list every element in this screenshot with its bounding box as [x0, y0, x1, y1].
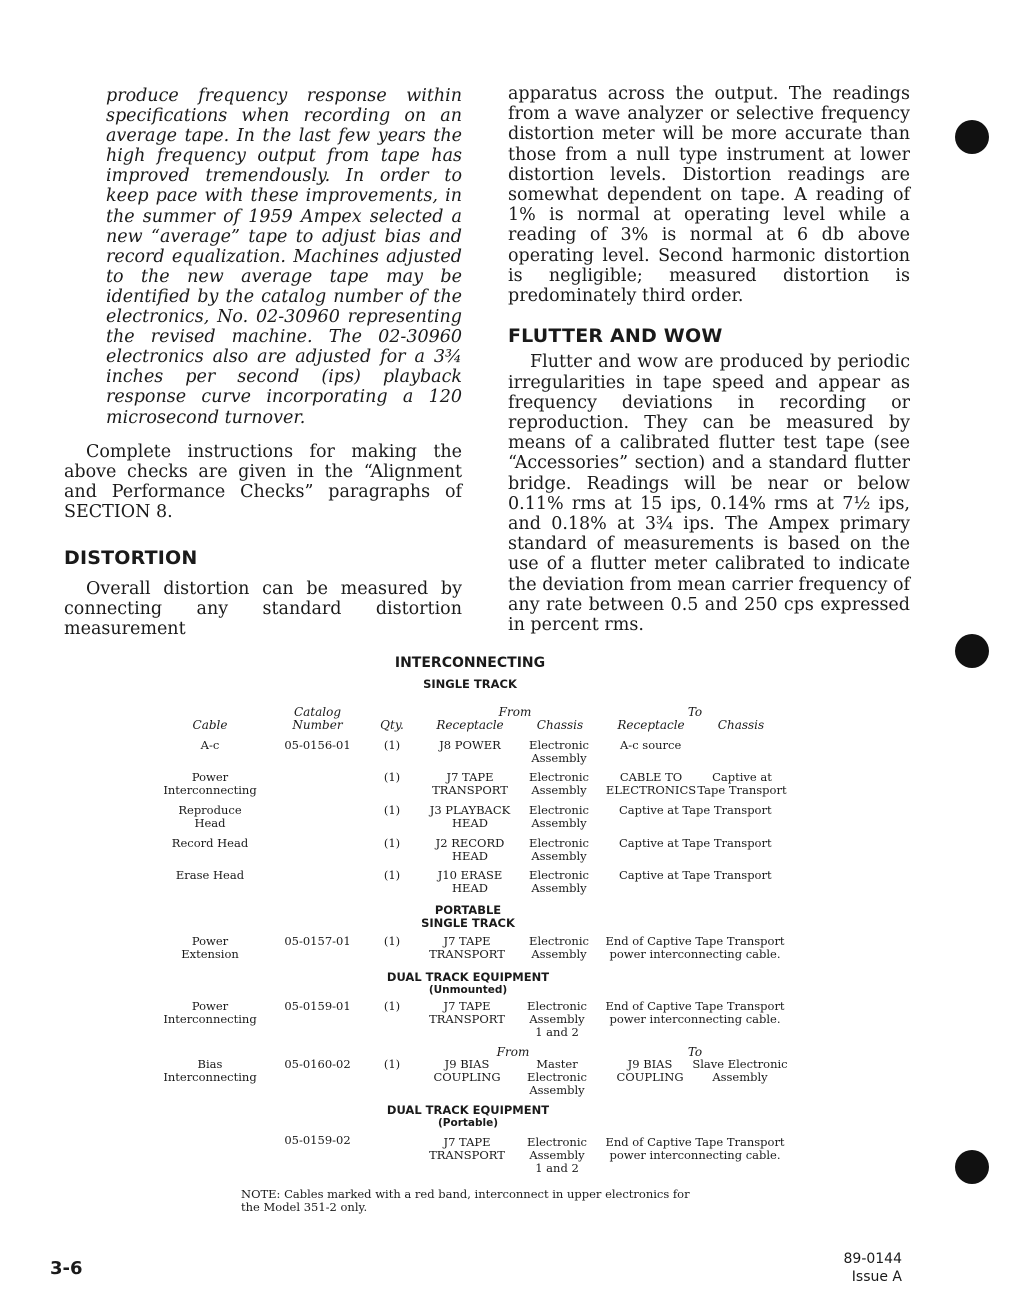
receptacle-from-header: Receptacle	[436, 718, 504, 732]
table-row-chassis: Electronic Assembly 1 and 2	[527, 999, 587, 1039]
flutter-heading: FLUTTER AND WOW	[508, 325, 723, 348]
table-subtitle: SINGLE TRACK	[423, 677, 517, 691]
catalog-header: Catalog	[293, 705, 342, 719]
table-row-to: Captive at Tape Transport	[619, 836, 772, 850]
table-row-cable: Bias Interconnecting	[163, 1057, 257, 1084]
table-row-receptacle: J7 TAPE TRANSPORT	[429, 1135, 505, 1162]
table-row-chassis: Electronic Assembly	[529, 738, 589, 765]
table-row-qty: (1)	[383, 836, 401, 850]
table-row-receptacle: J10 ERASE HEAD	[437, 868, 503, 895]
table-row-cable: Power Interconnecting	[163, 999, 257, 1026]
qty-header: Qty.	[380, 718, 404, 732]
table-row-chassis: Electronic Assembly	[529, 836, 589, 863]
table-row-qty: (1)	[383, 1057, 401, 1071]
table-row-to: Captive at Tape Transport	[619, 803, 772, 817]
from-header-2: From	[496, 1045, 530, 1059]
table-row-qty: (1)	[383, 803, 401, 817]
table-row-to: End of Captive Tape Transport power interconnecting cable.	[605, 934, 785, 961]
table-row-to-chassis: Captive at Tape Transport	[697, 770, 787, 797]
section-dual-portable: DUAL TRACK EQUIPMENT	[386, 1103, 550, 1117]
table-row-catalog: 05-0160-02	[284, 1057, 351, 1071]
table-row-cable: Reproduce Head	[178, 803, 242, 830]
page-number: 3-6	[50, 1258, 83, 1279]
table-row-cable: Power Extension	[181, 934, 239, 961]
from-header: From	[498, 705, 532, 719]
table-row-cable: Power Interconnecting	[163, 770, 257, 797]
table-row-chassis: Master Electronic Assembly	[527, 1057, 587, 1097]
table-row-qty: (1)	[383, 934, 401, 948]
italic-note-block: produce frequency response within specifications when recording on an average tape. In the last few years the high frequency output from tape has improved tremendously. In order to keep pace with these improvements, in the summer of 1959 Ampex selected a new “average” tape to adjust bias and record equalization. Machines adjusted to the new average tape may be identified by the catalog number of the electronics, No. 02-30960 representing the revised machine. The 02-30960 electronics also are adjusted for a 3¾ inches per second (ips) playback response curve incorporating a 120 microsecond turnover.	[106, 86, 462, 428]
table-row-receptacle: J7 TAPE TRANSPORT	[429, 999, 505, 1026]
table-row-catalog: 05-0157-01	[284, 934, 351, 948]
table-row-to: A-c source	[620, 738, 682, 752]
table-row-cable: A-c	[200, 738, 220, 752]
table-row-to-chassis: Slave Electronic Assembly	[692, 1057, 788, 1084]
table-row-qty: (1)	[383, 999, 401, 1013]
table-row-cable: Record Head	[171, 836, 249, 850]
cable-header: Cable	[192, 718, 228, 732]
section-portable: PORTABLE	[434, 903, 502, 917]
table-row-qty: (1)	[383, 868, 401, 882]
table-row-receptacle: J2 RECORD HEAD	[435, 836, 505, 863]
table-row-cable: Erase Head	[175, 868, 245, 882]
section-dual-portable-sub: (Portable)	[437, 1117, 499, 1129]
table-row-to: Captive at Tape Transport	[619, 868, 772, 882]
section-dual-unmounted: DUAL TRACK EQUIPMENT	[386, 970, 550, 984]
table-row-receptacle: J7 TAPE TRANSPORT	[432, 770, 508, 797]
section-portable-sub: SINGLE TRACK	[421, 916, 515, 930]
table-row-to-receptacle: CABLE TO ELECTRONICS	[605, 770, 697, 797]
table-row-to: End of Captive Tape Transport power interconnecting cable.	[605, 1135, 785, 1162]
table-row-receptacle: J9 BIAS COUPLING	[433, 1057, 501, 1084]
to-header-2: To	[687, 1045, 703, 1059]
table-title: INTERCONNECTING	[394, 655, 546, 671]
doc-id	[820, 1250, 902, 1286]
table-row-to: End of Captive Tape Transport power interconnecting cable.	[605, 999, 785, 1026]
table-row-chassis: Electronic Assembly	[529, 770, 589, 797]
table-row-to-receptacle: J9 BIAS COUPLING	[616, 1057, 684, 1084]
table-row-catalog: 05-0156-01	[284, 738, 351, 752]
table-row-catalog: 05-0159-01	[284, 999, 351, 1013]
chassis-to-header: Chassis	[717, 718, 765, 732]
flutter-paragraph: Flutter and wow are produced by periodic irregularities in tape speed and appear as frequency deviations in recording or reproduction. They can be measured by means of a calibrated flutter test tape (see “Accessories” section) and a standard flutter bridge. Readings will be near or below 0.11% rms at 15 ips, 0.14% rms at 7½ ips, and 0.18% at 3¾ ips. The Ampex primary standard of measurements is based on the use of a flutter meter calibrated to indicate the deviation from mean carrier frequency of any rate between 0.5 and 250 cps expressed in percent rms.	[508, 352, 910, 636]
section-dual-unmounted-sub: (Unmounted)	[428, 984, 508, 996]
number-header: Number	[292, 718, 343, 732]
doc-number: 89-0144	[843, 1251, 902, 1267]
table-row-catalog: 05-0159-02	[284, 1133, 351, 1147]
table-note: NOTE: Cables marked with a red band, interconnect in upper electronics for the Model 351-2 only.	[241, 1187, 690, 1214]
receptacle-to-header: Receptacle	[617, 718, 685, 732]
issue-label: Issue A	[851, 1269, 902, 1285]
distortion-paragraph: Overall distortion can be measured by connecting any standard distortion measurement	[64, 578, 462, 640]
table-row-chassis: Electronic Assembly	[529, 803, 589, 830]
table-row-chassis: Electronic Assembly	[529, 934, 589, 961]
table-row-receptacle: J3 PLAYBACK HEAD	[429, 803, 511, 830]
table-row-qty: (1)	[383, 770, 401, 784]
table-row-receptacle: J7 TAPE TRANSPORT	[429, 934, 505, 961]
table-row-qty: (1)	[383, 738, 401, 752]
to-header: To	[687, 705, 703, 719]
table-row-receptacle: J8 POWER	[439, 738, 501, 752]
table-row-chassis: Electronic Assembly	[529, 868, 589, 895]
chassis-from-header: Chassis	[536, 718, 584, 732]
distortion-continuation: apparatus across the output. The readings from a wave analyzer or selective frequency distortion meter will be more accurate than those from a null type instrument at lower distortion levels. Distortion readings are somewhat dependent on tape. A reading of 1% is normal at operating level while a reading of 3% is normal at 6 db above operating level. Second harmonic distortion is negligible; measured distortion is predominately third order.	[508, 84, 910, 307]
table-row-chassis: Electronic Assembly 1 and 2	[527, 1135, 587, 1175]
instructions-paragraph: Complete instructions for making the above checks are given in the “Alignment and Performance Checks” paragraphs of SECTION 8.	[64, 441, 462, 523]
distortion-heading: DISTORTION	[64, 547, 198, 570]
